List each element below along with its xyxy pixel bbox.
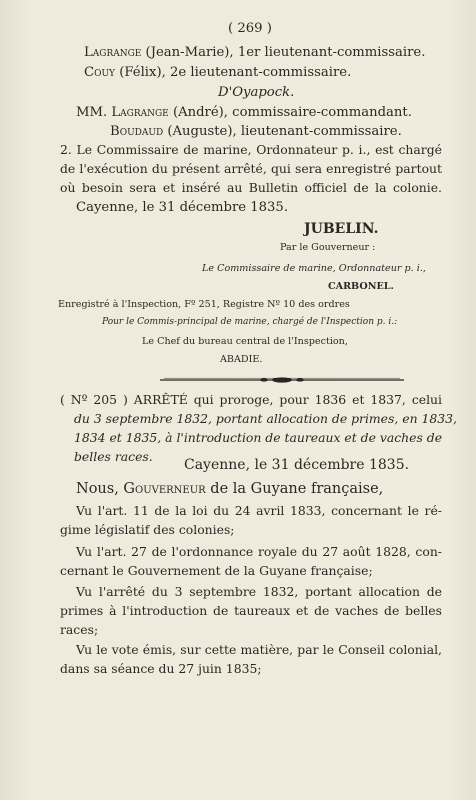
commissaire-name: CARBONEL. (328, 281, 394, 292)
vu-paragraph-line: dans sa séance du 27 juin 1835; (60, 661, 262, 676)
pour-le-line: Pour le Commis-principal de marine, chargé de l'Inspection p. i.: (102, 317, 398, 327)
appointment-line-2 (84, 66, 351, 79)
appointment-line-4 (110, 125, 402, 138)
nous-line (76, 482, 383, 497)
surname: Lagrange (111, 105, 169, 120)
appointment-line-1 (84, 46, 425, 59)
arrete-title-line: 1834 et 1835, à l'introduction de taureaux et de vaches de (74, 430, 443, 445)
surname: Lagrange (84, 45, 142, 60)
appointment-detail: (André), commissaire-commandant. (168, 105, 412, 120)
by-governor-line: Par le Gouverneur : (280, 242, 376, 253)
nous-rest: de la Guyane française, (205, 481, 384, 497)
place-heading: D'Oyapock. (218, 85, 295, 100)
appointment-detail: (Félix), 2e lieutenant-commissaire. (115, 65, 352, 80)
vu-paragraph-line: races; (60, 622, 99, 637)
nous-prefix: Nous, (76, 481, 124, 497)
arrete-date: Cayenne, le 31 décembre 1835. (184, 457, 410, 473)
vu-paragraph-line: gime législatif des colonies; (60, 522, 235, 537)
article-2-line: où besoin sera et inséré au Bulletin officiel de la colonie. (60, 180, 442, 195)
chef-title: Le Chef du bureau central de l'Inspection, (142, 336, 348, 347)
vu-paragraph-line: Vu l'arrêté du 3 septembre 1832, portant allocation de (76, 584, 442, 599)
date-line: Cayenne, le 31 décembre 1835. (76, 200, 289, 215)
commissaire-title: Le Commissaire de marine, Ordonnateur p. i., (202, 263, 426, 274)
vu-paragraph-line: cernant le Gouvernement de la Guyane française; (60, 563, 373, 578)
article-2-line: de l'exécution du présent arrêté, qui sera enregistré partout (60, 161, 442, 176)
registration-line: Enregistré à l'Inspection, Fº 251, Registre Nº 10 des ordres (58, 299, 350, 310)
chef-name: ABADIE. (220, 354, 263, 365)
gouverneur-title: Gouverneur (123, 481, 206, 497)
appointment-line-3 (76, 106, 412, 119)
vu-paragraph-line: Vu l'art. 27 de l'ordonnance royale du 27 août 1828, con- (76, 544, 442, 559)
arrete-title-line: belles races. (74, 449, 153, 464)
arrete-title-line: du 3 septembre 1832, portant allocation de primes, en 1833, (74, 411, 457, 426)
vu-paragraph-line: primes à l'introduction de taureaux et de vaches de belles (60, 603, 442, 618)
arrete-title-line: ( Nº 205 ) ARRÊTÉ qui proroge, pour 1836 et 1837, celui (60, 392, 442, 407)
surname: Couy (84, 65, 115, 80)
page-number: ( 269 ) (228, 21, 272, 36)
appointment-detail: (Jean-Marie), 1er lieutenant-commissaire. (141, 45, 426, 60)
vu-paragraph-line: Vu le vote émis, sur cette matière, par le Conseil colonial, (76, 642, 442, 657)
article-2-line: 2. Le Commissaire de marine, Ordonnateur p. i., est chargé (60, 142, 442, 157)
honorific: MM. (76, 105, 112, 120)
governor-signature: JUBELIN. (304, 221, 379, 237)
surname: Boudaud (110, 124, 164, 139)
appointment-detail: (Auguste), lieutenant-commissaire. (163, 124, 402, 139)
ornamental-divider (160, 377, 404, 383)
vu-paragraph-line: Vu l'art. 11 de la loi du 24 avril 1833, concernant le ré- (76, 503, 442, 518)
